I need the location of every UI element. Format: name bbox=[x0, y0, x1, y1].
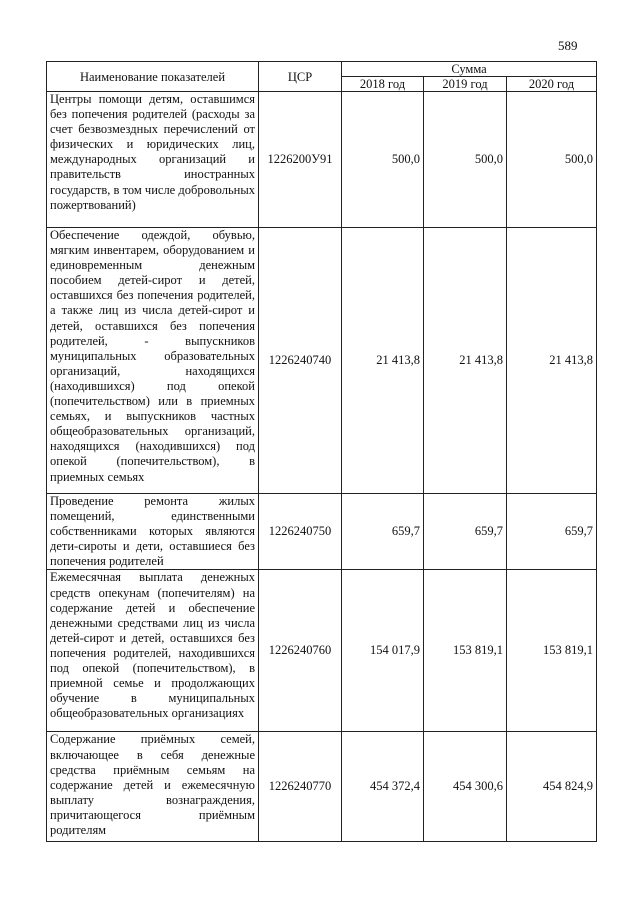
row-value-2019: 153 819,1 bbox=[424, 570, 507, 732]
row-code: 1226240740 bbox=[259, 228, 342, 494]
table-row bbox=[47, 228, 597, 494]
row-value-2020: 454 824,9 bbox=[507, 732, 597, 842]
row-name: Обеспечение одеждой, обувью, мягким инвентарем, оборудованием и единовременным денежным пособием детей-сирот и детей, оставшихся без попечения родителей, а также лиц из числа детей-сирот и детей, оставшихся без попечения родителей, - выпускников муниципальных образовательных организаций, находящихся (находившихся) под опекой (попечительством) или в приемных семьях, и выпускников частных общеобразовательных организаций, находящихся (находившихся) под опекой (попечительством), в приемных семьях bbox=[47, 228, 259, 494]
row-code: 1226200У91 bbox=[259, 92, 342, 228]
table-row bbox=[47, 92, 597, 228]
header-year-2020: 2020 год bbox=[507, 77, 597, 92]
row-value-2020: 21 413,8 bbox=[507, 228, 597, 494]
row-value-2018: 500,0 bbox=[342, 92, 424, 228]
page-number: 589 bbox=[558, 38, 578, 53]
header-code: ЦСР bbox=[259, 62, 342, 92]
table-row bbox=[47, 732, 597, 842]
row-name: Ежемесячная выплата денежных средств опекунам (попечителям) на содержание детей и обеспечение денежными средствами лиц из числа детей-сирот и детей, оставшихся без попечения родителей, находившихся под опекой (попечительством), в приемной семье и продолжающих обучение в муниципальных общеобразовательных организациях bbox=[47, 570, 259, 732]
row-value-2018: 154 017,9 bbox=[342, 570, 424, 732]
row-name: Содержание приёмных семей, включающее в себя денежные средства приёмным семьям на содержание детей и ежемесячную выплату вознаграждения, причитающегося приёмным родителям bbox=[47, 732, 259, 842]
row-value-2020: 659,7 bbox=[507, 494, 597, 570]
row-name: Проведение ремонта жилых помещений, единственными собственниками которых являются дети-сироты и дети, оставшиеся без попечения родителей bbox=[47, 494, 259, 570]
header-year-2019: 2019 год bbox=[424, 77, 507, 92]
header-year-2018: 2018 год bbox=[342, 77, 424, 92]
row-value-2020: 153 819,1 bbox=[507, 570, 597, 732]
row-value-2018: 659,7 bbox=[342, 494, 424, 570]
header-sum: Сумма bbox=[342, 62, 597, 77]
row-code: 1226240770 bbox=[259, 732, 342, 842]
row-value-2019: 659,7 bbox=[424, 494, 507, 570]
row-value-2018: 454 372,4 bbox=[342, 732, 424, 842]
header-name: Наименование показателей bbox=[47, 62, 259, 92]
table-row bbox=[47, 570, 597, 732]
table-row bbox=[47, 494, 597, 570]
row-value-2018: 21 413,8 bbox=[342, 228, 424, 494]
row-code: 1226240760 bbox=[259, 570, 342, 732]
row-code: 1226240750 bbox=[259, 494, 342, 570]
row-value-2020: 500,0 bbox=[507, 92, 597, 228]
row-name: Центры помощи детям, оставшимся без попечения родителей (расходы за счет безвозмездных перечислений от физических и юридических лиц, международных организаций и правительств иностранных государств, в том числе добровольных пожертвований) bbox=[47, 92, 259, 228]
row-value-2019: 500,0 bbox=[424, 92, 507, 228]
row-value-2019: 21 413,8 bbox=[424, 228, 507, 494]
row-value-2019: 454 300,6 bbox=[424, 732, 507, 842]
budget-table bbox=[46, 61, 597, 842]
